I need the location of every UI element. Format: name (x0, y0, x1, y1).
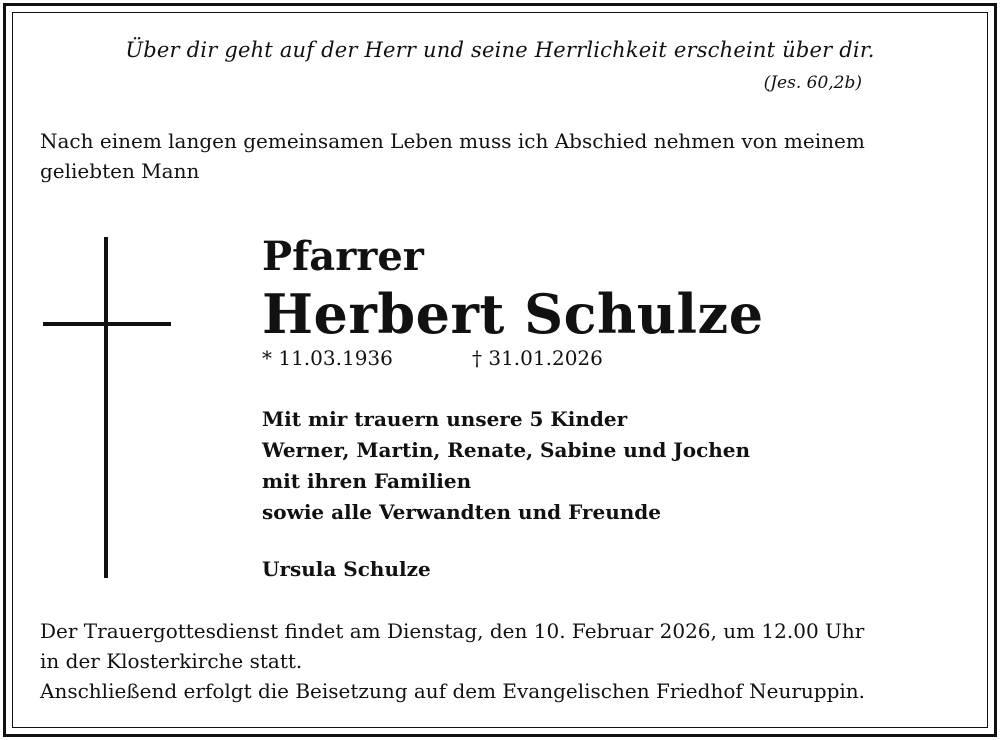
service-line: Anschließend erfolgt die Beisetzung auf dem Evangelischen Friedhof Neuruppin. (40, 679, 866, 703)
death-date: † 31.01.2026 (472, 346, 603, 370)
mourners-line: Werner, Martin, Renate, Sabine und Jochen (262, 438, 751, 462)
mourners-line: mit ihren Familien (262, 469, 472, 493)
intro-line: geliebten Mann (40, 159, 200, 183)
mourners-block (262, 404, 750, 528)
intro-line: Nach einem langen gemeinsamen Leben muss ich Abschied nehmen von meinem (40, 129, 865, 153)
deceased-title: Pfarrer (262, 233, 424, 280)
bible-verse: Über dir geht auf der Herr und seine Herrlichkeit erscheint über dir. (125, 38, 875, 62)
cross-horizontal-bar (43, 322, 171, 326)
mourners-line: sowie alle Verwandten und Freunde (262, 500, 661, 524)
cross-vertical-bar (104, 237, 108, 578)
deceased-name: Herbert Schulze (262, 282, 764, 346)
verse-reference: (Jes. 60,2b) (763, 73, 862, 93)
mourners-line: Mit mir trauern unsere 5 Kinder (262, 407, 628, 431)
service-line: Der Trauergottesdienst findet am Dienstag, den 10. Februar 2026, um 12.00 Uhr (40, 619, 865, 643)
service-info (40, 616, 865, 706)
signer-name: Ursula Schulze (262, 557, 431, 581)
birth-date: * 11.03.1936 (262, 346, 393, 370)
service-line: in der Klosterkirche statt. (40, 649, 303, 673)
intro-text (40, 126, 865, 186)
